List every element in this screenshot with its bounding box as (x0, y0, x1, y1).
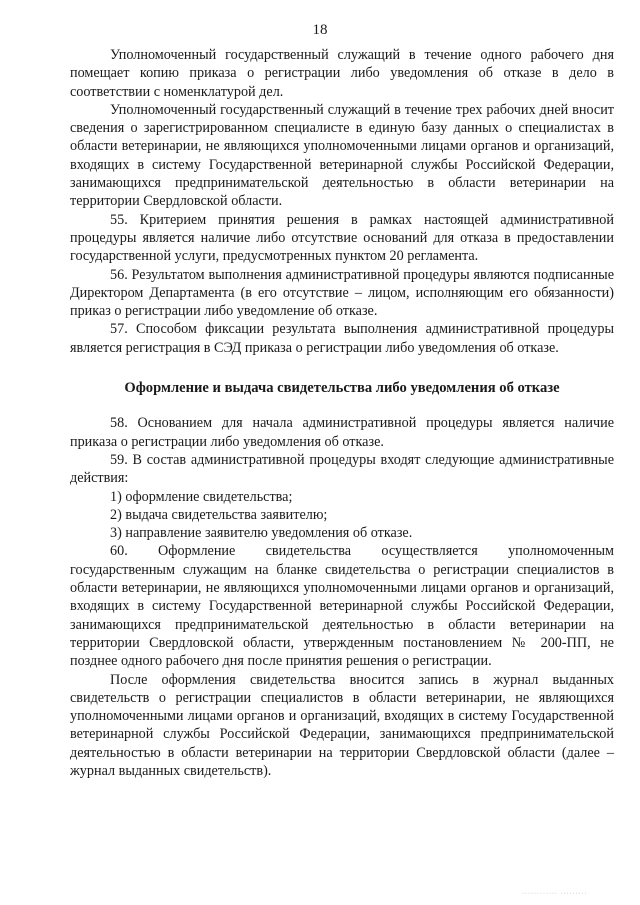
paragraph-60: 60. Оформление свидетельства осуществляется уполномоченным государственным служащим на бланке свидетельства о регистрации специалистов в области ветеринарии, не являющихся уполномоченными лицами органов и организаций, входящих в систему Государственной ветеринарной службы Российской Федерации, занимающихся предпринимательской деятельностью в области ветеринарии на территории Свердловской области, утвержденным постановлением № 200-ПП, не позднее одного рабочего дня после принятия решения о регистрации. (70, 543, 614, 670)
page-number: 18 (312, 22, 328, 38)
list-item: 3) направление заявителю уведомления об отказе. (110, 525, 413, 542)
paragraph-57: 57. Способом фиксации результата выполнения административной процедуры является регистрация в СЭД приказа о регистрации либо уведомления об отказе. (70, 321, 614, 356)
paragraph-55: 55. Критерием принятия решения в рамках настоящей административной процедуры является наличие либо отсутствие оснований для отказа в предоставлении государственной услуги, предусмотренных пунктом 20 регламента. (70, 211, 614, 265)
list-item: 1) оформление свидетельства; (110, 488, 293, 505)
list-item: 2) выдача свидетельства заявителю; (110, 506, 328, 523)
section-heading: Оформление и выдача свидетельства либо уведомления об отказе (124, 380, 560, 397)
paragraph-59: 59. В состав административной процедуры входят следующие административные действия: (70, 451, 614, 487)
paragraph: Уполномоченный государственный служащий в течение трех рабочих дней вносит сведения о зарегистрированном специалисте в единую базу данных о специалистах в области ветеринарии, не являющихся уполномоченными лицами органов и организаций, входящих в систему Государственной ветеринарной службы Российской Федерации, занимающихся предпринимательской деятельностью в области ветеринарии на территории Свердловской области. (70, 101, 614, 210)
paragraph: После оформления свидетельства вносится запись в журнал выданных свидетельств о регистрации специалистов в области ветеринарии, не являющихся уполномоченными лицами органов и организаций, входящих в систему Государственной ветеринарной службы Российской Федерации, занимающихся предпринимательской деятельностью в области ветеринарии на территории Свердловской области (далее – журнал выданных свидетельств). (70, 671, 614, 779)
paragraph-58: 58. Основанием для начала административной процедуры является наличие приказа о регистрации либо уведомления об отказе. (70, 415, 614, 450)
paragraph: Уполномоченный государственный служащий в течение одного рабочего дня помещает копию приказа о регистрации либо уведомления об отказе в дело в соответствии с номенклатурой дел. (70, 47, 614, 100)
document-body (70, 46, 614, 780)
scan-footer-marks: ············ ········· (522, 891, 588, 895)
paragraph-56: 56. Результатом выполнения административной процедуры являются подписанные Директором Департамента (в его отсутствие – лицом, исполняющим его обязанности) приказ о регистрации либо уведомление об отказе. (70, 266, 614, 320)
